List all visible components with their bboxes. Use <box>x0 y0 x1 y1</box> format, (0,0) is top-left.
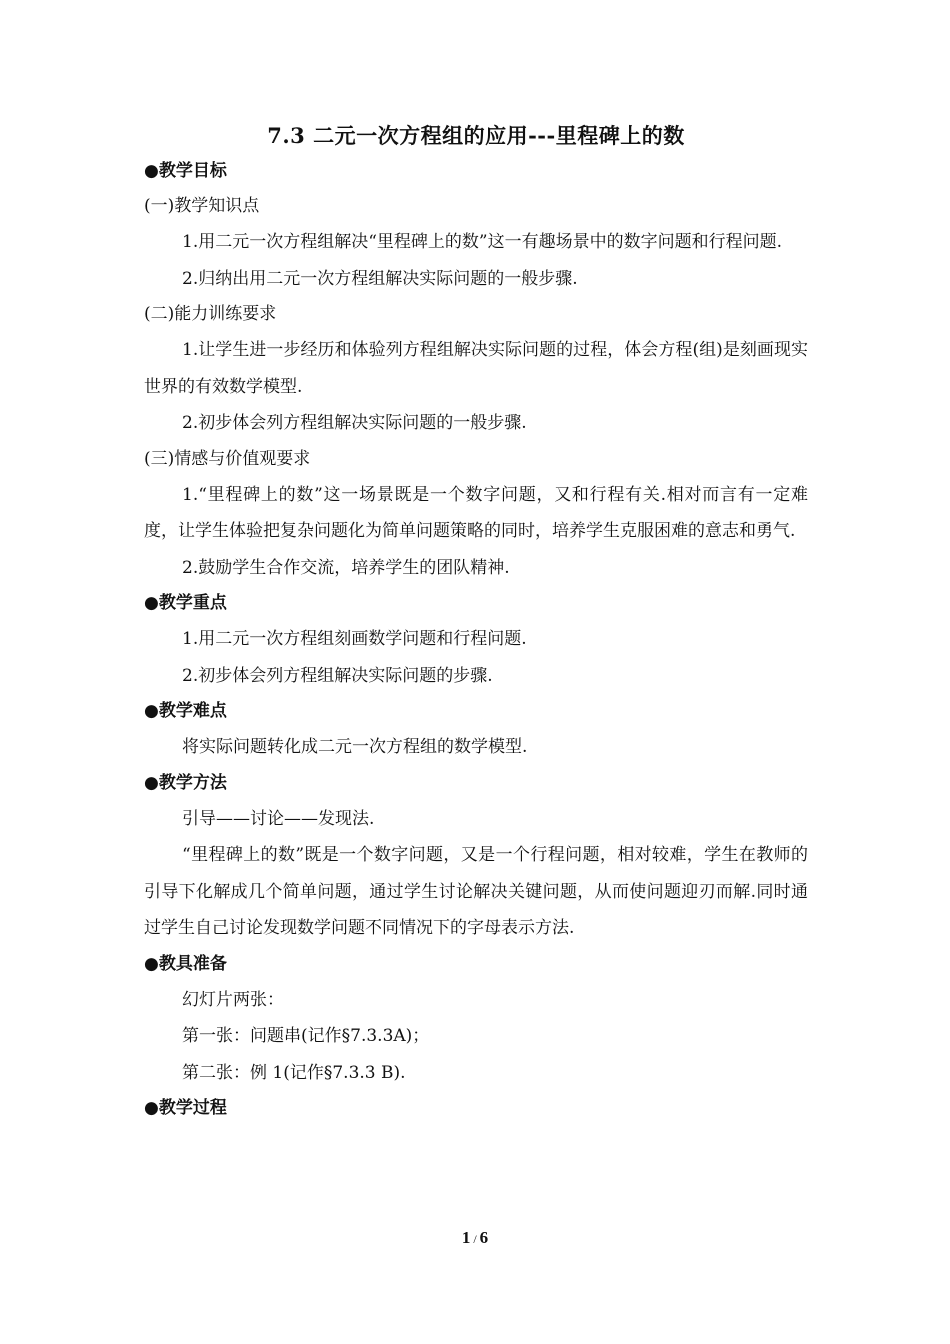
paragraph: 将实际问题转化成二元一次方程组的数学模型. <box>182 737 528 757</box>
page-number <box>0 1226 950 1251</box>
total-page-count: 6 <box>479 1228 489 1247</box>
document-title: 7.3 二元一次方程组的应用---里程碑上的数 <box>267 123 685 148</box>
paragraph: 2.初步体会列方程组解决实际问题的步骤. <box>182 665 493 686</box>
current-page-number: 1 <box>461 1228 471 1247</box>
paragraph: 引导——讨论——发现法. <box>182 808 375 829</box>
paragraph: 幻灯片两张： <box>182 989 284 1010</box>
paragraph: 2.鼓励学生合作交流，培养学生的团队精神. <box>182 557 510 578</box>
paragraph: 1.用二元一次方程组刻画数学问题和行程问题. <box>182 629 527 649</box>
document-body <box>144 120 808 1126</box>
paragraph: 2.初步体会列方程组解决实际问题的一般步骤. <box>182 413 527 433</box>
paragraph: 1.让学生进一步经历和体验列方程组解决实际问题的过程，体会方程(组)是刻画现实世界的有效数学模型. <box>144 340 808 397</box>
subsection-label-emotion: (三)情感与价值观要求 <box>144 448 311 469</box>
paragraph: 2.归纳出用二元一次方程组解决实际问题的一般步骤. <box>182 268 578 289</box>
paragraph: 第二张：例 1(记作§7.3.3 B). <box>182 1062 406 1083</box>
paragraph: 第一张：问题串(记作§7.3.3A)； <box>182 1026 430 1046</box>
paragraph: 1.“里程碑上的数”这一场景既是一个数字问题，又和行程有关.相对而言有一定难度，让学生体验把复杂问题化为简单问题策略的同时，培养学生克服困难的意志和勇气. <box>144 484 808 541</box>
section-heading-process: ●教学过程 <box>144 1098 227 1118</box>
subsection-label-knowledge: (一)教学知识点 <box>144 196 260 216</box>
subsection-label-ability: (二)能力训练要求 <box>144 304 277 324</box>
section-heading-keypoints: ●教学重点 <box>144 593 227 613</box>
section-heading-methods: ●教学方法 <box>144 772 227 793</box>
section-heading-tools: ●教具准备 <box>144 953 227 974</box>
paragraph: 1.用二元一次方程组解决“里程碑上的数”这一有趣场景中的数字问题和行程问题. <box>182 232 783 252</box>
page-separator: / <box>473 1232 477 1246</box>
paragraph: “里程碑上的数”既是一个数字问题，又是一个行程问题，相对较难，学生在教师的引导下化解成几个简单问题，通过学生讨论解决关键问题，从而使问题迎刃而解.同时通过学生自己讨论发现数学问题不同情况下的字母表示方法. <box>144 845 808 938</box>
section-heading-difficulties: ●教学难点 <box>144 701 227 721</box>
section-heading-objectives: ●教学目标 <box>144 161 227 181</box>
